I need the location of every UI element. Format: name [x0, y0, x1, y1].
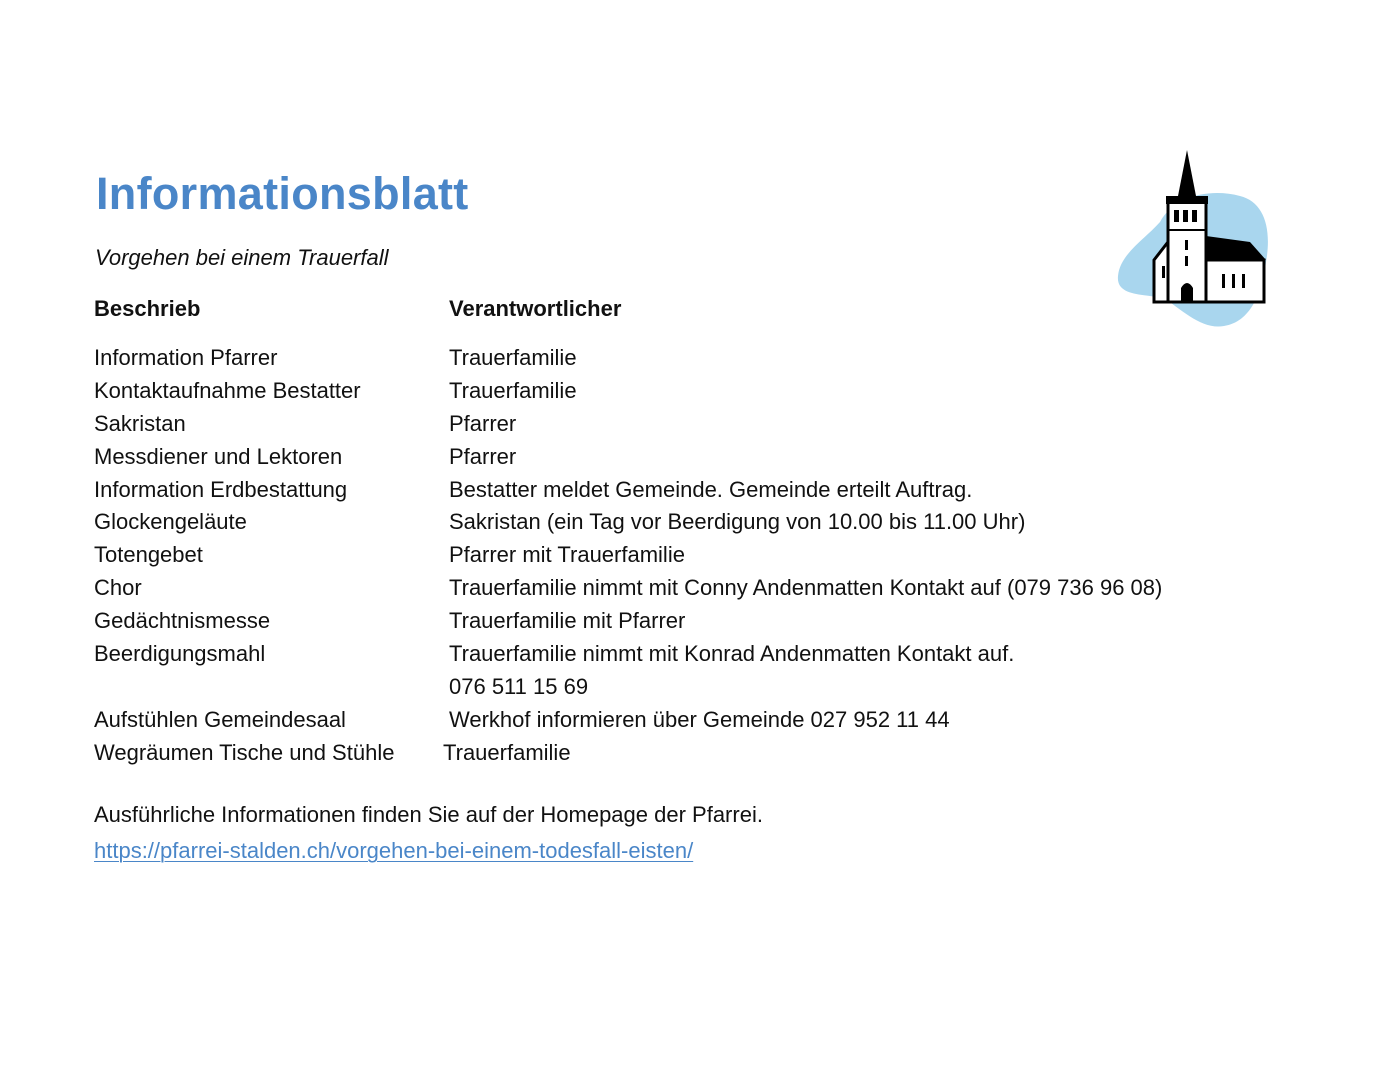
- row-responsible: Trauerfamilie nimmt mit Conny Andenmatten Kontakt auf (079 736 96 08): [449, 575, 1163, 601]
- column-header-beschrieb: Beschrieb: [94, 296, 201, 321]
- row-description: Beerdigungsmahl: [94, 641, 266, 667]
- row-responsible: 076 511 15 69: [449, 673, 589, 699]
- row-responsible: Trauerfamilie nimmt mit Konrad Andenmatten Kontakt auf.: [449, 641, 1015, 667]
- responsibility-table: [0, 342, 1300, 770]
- row-description: Information Erdbestattung: [94, 476, 348, 502]
- table-row: [0, 474, 1300, 507]
- row-description: Messdiener und Lektoren: [94, 443, 343, 469]
- row-responsible: Pfarrer mit Trauerfamilie: [449, 542, 685, 568]
- row-responsible: Bestatter meldet Gemeinde. Gemeinde erteilt Auftrag.: [449, 476, 973, 502]
- page-subtitle: Vorgehen bei einem Trauerfall: [95, 245, 389, 270]
- table-row: [0, 638, 1300, 671]
- row-description: Totengebet: [94, 542, 203, 568]
- table-row: [0, 704, 1300, 737]
- table-row: [0, 342, 1300, 375]
- table-row: [0, 539, 1300, 572]
- row-description: Glockengeläute: [94, 509, 247, 535]
- row-responsible: Werkhof informieren über Gemeinde 027 952 11 44: [449, 706, 950, 732]
- homepage-link[interactable]: https://pfarrei-stalden.ch/vorgehen-bei-einem-todesfall-eisten/: [94, 838, 694, 863]
- row-responsible: Sakristan (ein Tag vor Beerdigung von 10.00 bis 11.00 Uhr): [449, 509, 1026, 535]
- row-responsible: Pfarrer: [449, 443, 517, 469]
- table-row: [0, 506, 1300, 539]
- row-responsible: Pfarrer: [449, 410, 517, 436]
- table-row: [0, 671, 1300, 704]
- row-responsible: Trauerfamilie: [449, 377, 577, 403]
- row-responsible: Trauerfamilie: [443, 739, 571, 765]
- page-title: Informationsblatt: [96, 168, 469, 219]
- row-responsible: Trauerfamilie: [449, 345, 577, 370]
- row-description: Kontaktaufnahme Bestatter: [94, 377, 361, 403]
- table-row: [0, 441, 1300, 474]
- row-description: Chor: [94, 575, 142, 601]
- table-row: [0, 605, 1300, 638]
- row-description: Information Pfarrer: [94, 345, 278, 370]
- table-row: [0, 408, 1300, 441]
- table-row: [0, 572, 1300, 605]
- row-description: Sakristan: [94, 410, 186, 436]
- homepage-info-text: Ausführliche Informationen finden Sie auf der Homepage der Pfarrei.: [94, 802, 763, 827]
- column-header-verantwortlicher: Verantwortlicher: [449, 296, 622, 321]
- row-description: Wegräumen Tische und Stühle: [94, 739, 395, 765]
- row-responsible: Trauerfamilie mit Pfarrer: [449, 608, 686, 634]
- table-row: [0, 375, 1300, 408]
- table-row: [0, 737, 1300, 770]
- row-description: Gedächtnismesse: [94, 608, 271, 634]
- row-description: Aufstühlen Gemeindesaal: [94, 706, 346, 732]
- church-icon: [1112, 144, 1274, 330]
